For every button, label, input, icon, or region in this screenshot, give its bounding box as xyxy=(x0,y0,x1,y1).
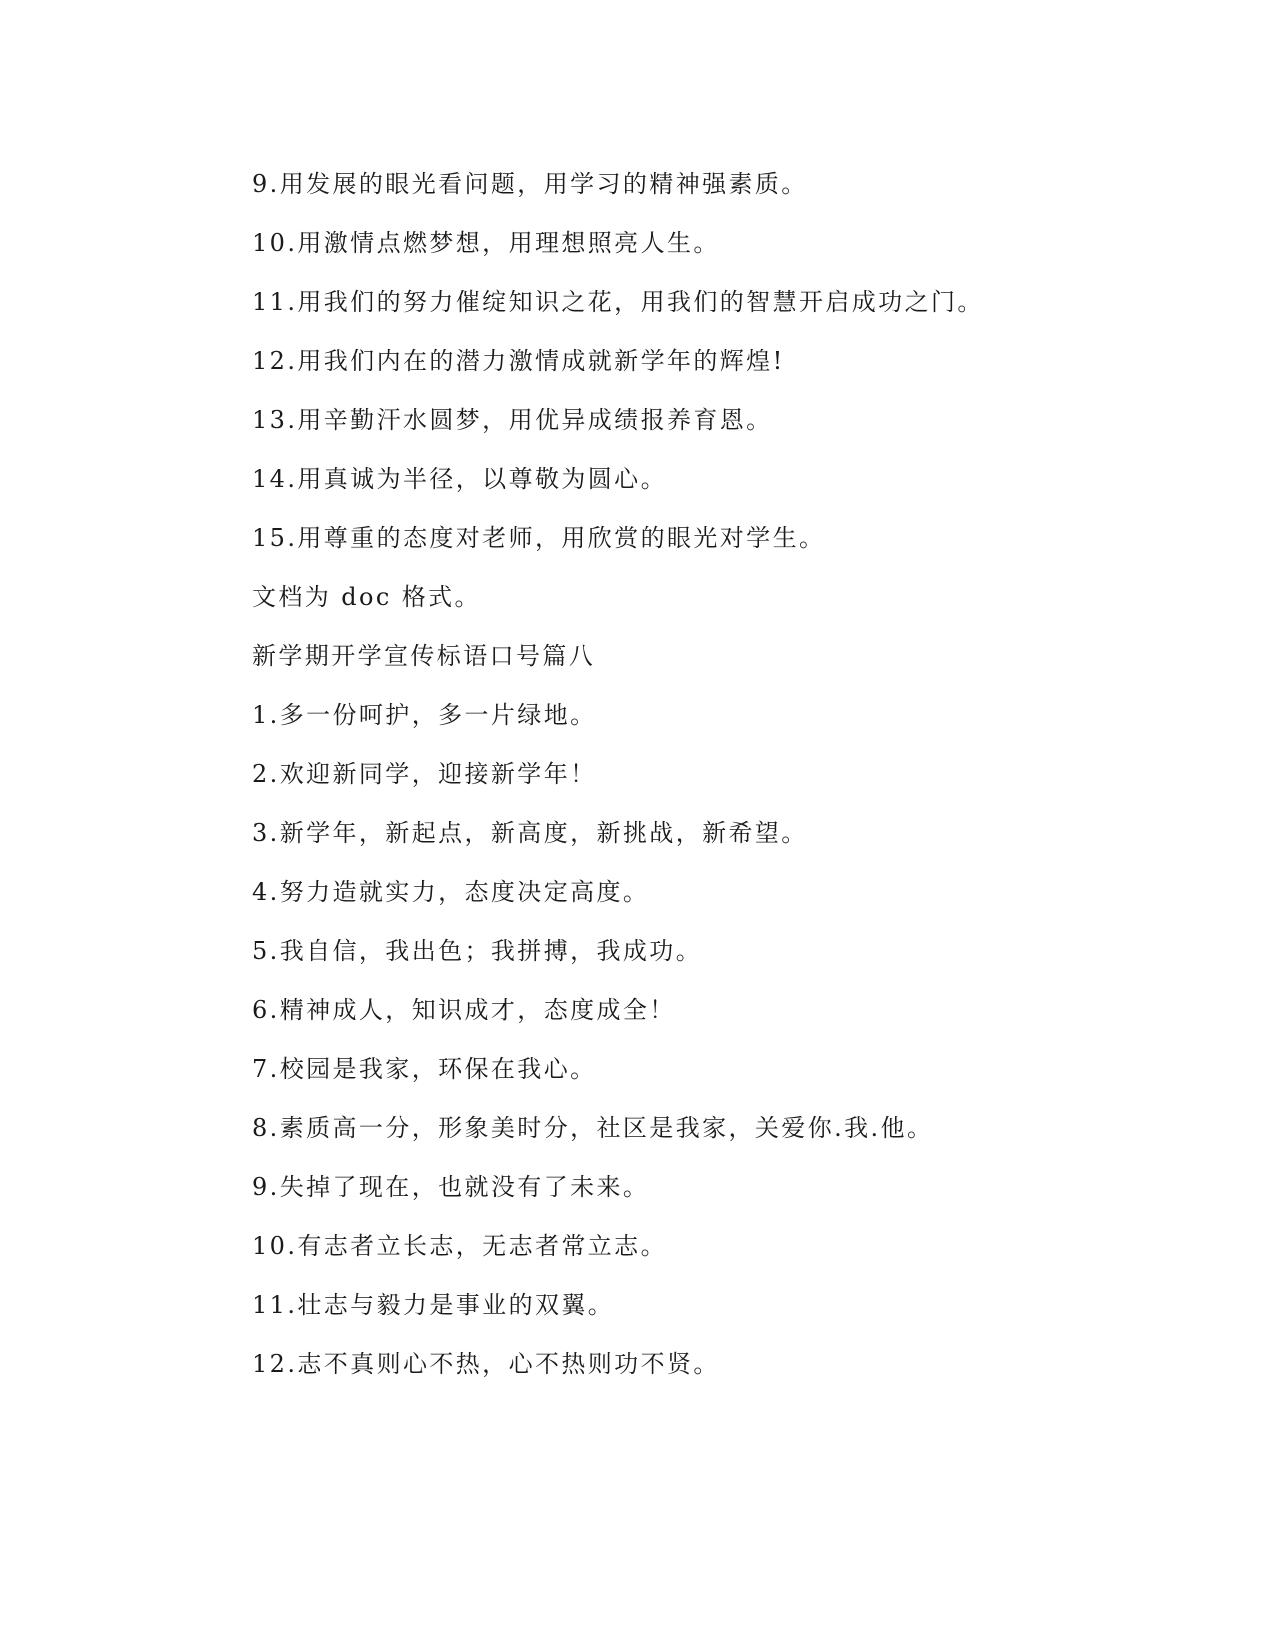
slogan-line: 7.校园是我家，环保在我心。 xyxy=(252,1055,597,1083)
slogan-line: 6.精神成人，知识成才，态度成全！ xyxy=(252,996,676,1024)
slogan-line: 9.用发展的眼光看问题，用学习的精神强素质。 xyxy=(252,170,808,198)
document-body xyxy=(252,155,1112,1394)
slogan-line: 4.努力造就实力，态度决定高度。 xyxy=(252,878,650,906)
slogan-line: 10.用激情点燃梦想，用理想照亮人生。 xyxy=(252,229,720,257)
slogan-line: 1.多一份呵护，多一片绿地。 xyxy=(252,701,597,729)
slogan-line: 11.壮志与毅力是事业的双翼。 xyxy=(252,1291,615,1319)
slogan-line: 3.新学年，新起点，新高度，新挑战，新希望。 xyxy=(252,819,808,847)
slogan-line: 11.用我们的努力催绽知识之花，用我们的智慧开启成功之门。 xyxy=(252,288,984,316)
slogan-line: 14.用真诚为半径，以尊敬为圆心。 xyxy=(252,465,667,493)
slogan-line: 10.有志者立长志，无志者常立志。 xyxy=(252,1232,667,1260)
format-note: 文档为 doc 格式。 xyxy=(252,583,481,611)
slogan-line: 12.用我们内在的潜力激情成就新学年的辉煌! xyxy=(252,347,785,375)
slogan-line: 5.我自信，我出色；我拼搏，我成功。 xyxy=(252,937,703,965)
slogan-line: 12.志不真则心不热，心不热则功不贤。 xyxy=(252,1350,720,1378)
slogan-line: 2.欢迎新同学，迎接新学年！ xyxy=(252,760,597,788)
slogan-line: 13.用辛勤汗水圆梦，用优异成绩报养育恩。 xyxy=(252,406,773,434)
slogan-line: 9.失掉了现在，也就没有了未来。 xyxy=(252,1173,650,1201)
slogan-line: 8.素质高一分，形象美时分，社区是我家，关爱你.我.他。 xyxy=(252,1114,934,1142)
section-heading: 新学期开学宣传标语口号篇八 xyxy=(252,642,596,670)
slogan-line: 15.用尊重的态度对老师，用欣赏的眼光对学生。 xyxy=(252,524,826,552)
